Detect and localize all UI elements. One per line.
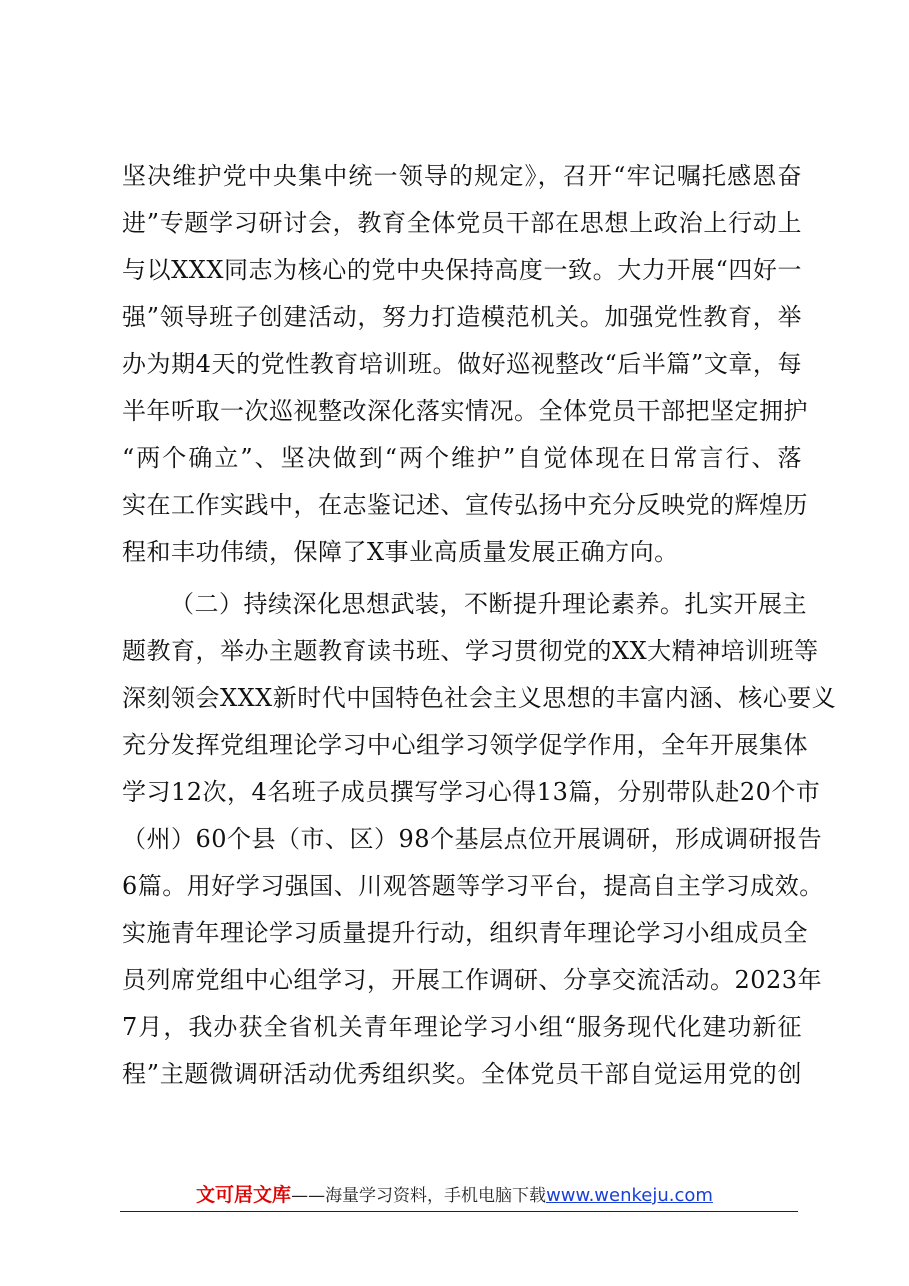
text-line: 题教育，举办主题教育读书班、学习贯彻党的XX大精神培训班等 (122, 637, 819, 665)
text-line: 6篇。用好学习强国、川观答题等学习平台，提高自主学习成效。 (122, 872, 824, 900)
text-line: 员列席党组中心组学习，开展工作调研、分享交流活动。2023年 (122, 966, 823, 994)
text-line: 强”领导班子创建活动，努力打造模范机关。加强党性教育，举 (122, 303, 802, 331)
text-line: 实在工作实践中，在志鉴记述、宣传弘扬中充分反映党的辉煌历 (122, 491, 808, 519)
footer-divider (120, 1211, 798, 1212)
text-line: （州）60个县（市、区）98个基层点位开展调研，形成调研报告 (122, 825, 823, 853)
text-line: 7月，我办获全省机关青年理论学习小组“服务现代化建功新征 (122, 1013, 802, 1041)
footer-slogan: ——海量学习资料，手机电脑下载 (291, 1186, 547, 1206)
text-line: “两个确立”、坚决做到“两个维护”自觉体现在日常言行、落 (122, 444, 802, 472)
text-line: 办为期4天的党性教育培训班。做好巡视整改“后半篇”文章，每 (122, 350, 802, 378)
text-line: 深刻领会XXX新时代中国特色社会主义思想的丰富内涵、核心要义 (122, 684, 837, 712)
text-line: 实施青年理论学习质量提升行动，组织青年理论学习小组成员全 (122, 919, 808, 947)
text-line: 程”主题微调研活动优秀组织奖。全体党员干部自觉运用党的创 (122, 1060, 802, 1088)
text-line: 半年听取一次巡视整改深化落实情况。全体党员干部把坚定拥护 (122, 397, 808, 425)
text-line: 充分发挥党组理论学习中心组学习领学促学作用，全年开展集体 (122, 731, 808, 759)
footer-url-link[interactable]: www.wenkeju.com (546, 1185, 713, 1206)
text-line: 坚决维护党中央集中统一领导的规定》，召开“牢记嘱托感恩奋 (122, 162, 802, 190)
page-footer (0, 1182, 909, 1209)
text-line: 程和丰功伟绩，保障了X事业高质量发展正确方向。 (122, 538, 679, 566)
section-heading-line: （二）持续深化思想武装，不断提升理论素养。扎实开展主 (170, 590, 807, 618)
footer-brand: 文可居文库 (196, 1184, 292, 1206)
text-line: 进”专题学习研讨会，教育全体党员干部在思想上政治上行动上 (122, 209, 802, 237)
text-line: 学习12次，4名班子成员撰写学习心得13篇，分别带队赴20个市 (122, 778, 821, 806)
text-line: 与以XXX同志为核心的党中央保持高度一致。大力开展“四好一 (122, 256, 802, 284)
